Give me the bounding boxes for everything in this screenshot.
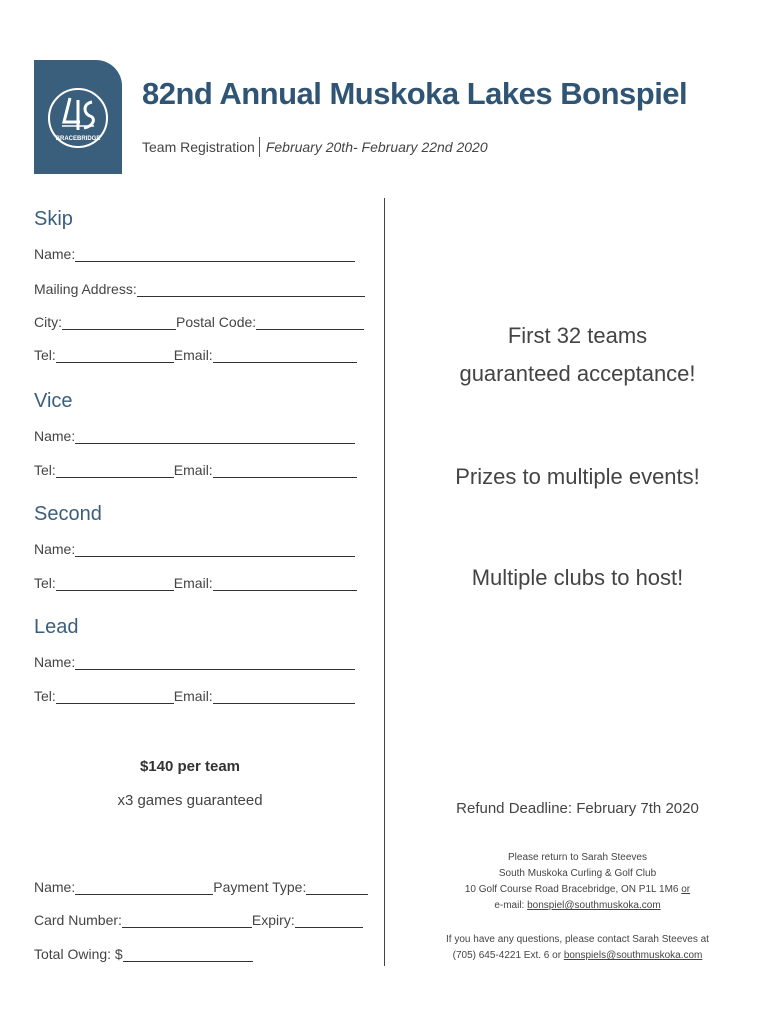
field-label: Name: (34, 246, 76, 262)
field-label: Name: (34, 654, 76, 670)
logo-lettering: BRACEBRIDGE (55, 136, 101, 142)
field-label: Email: (173, 688, 213, 704)
section-skip: Skip (34, 208, 73, 230)
subtitle-separator (259, 137, 260, 157)
payment-name-field[interactable] (34, 879, 368, 897)
skip-name-field[interactable] (34, 246, 355, 264)
skip-tel-line[interactable] (56, 348, 174, 363)
second-name-field[interactable] (34, 541, 355, 559)
phone-line: (705) 645-4221 Ext. 6 or bonspiels@southmuskoka.com (452, 950, 703, 961)
section-lead: Lead (34, 616, 79, 638)
field-label: Expiry: (251, 912, 295, 928)
club-address: 10 Golf Course Road Bracebridge, ON P1L 1M6 or (464, 884, 691, 895)
return-to: Please return to Sarah Steeves (508, 852, 647, 863)
field-label: Email: (173, 347, 213, 363)
second-email-line[interactable] (213, 576, 357, 591)
questions-contact (420, 932, 735, 964)
lead-contact-field[interactable] (34, 688, 355, 706)
field-label: Payment Type: (213, 879, 307, 895)
skip-contact-field[interactable] (34, 347, 357, 365)
highlight-prizes: Prizes to multiple events! (455, 464, 700, 489)
total-owing-field[interactable] (34, 946, 253, 964)
return-email: e-mail: bonspiel@southmuskoka.com (494, 900, 661, 911)
logo-emblem-icon (34, 60, 122, 174)
skip-city-field[interactable] (34, 314, 364, 332)
field-label: Tel: (34, 462, 56, 478)
total-owing-line[interactable] (123, 947, 253, 962)
field-label: Mailing Address: (34, 281, 137, 297)
field-label: Tel: (34, 688, 56, 704)
skip-name-line[interactable] (75, 247, 355, 262)
section-vice: Vice (34, 390, 73, 412)
vice-contact-field[interactable] (34, 462, 357, 480)
club-logo (34, 60, 122, 174)
field-label: Card Number: (34, 912, 122, 928)
second-tel-line[interactable] (56, 576, 174, 591)
event-dates: February 20th- February 22nd 2020 (265, 139, 488, 155)
second-name-line[interactable] (75, 542, 355, 557)
lead-name-line[interactable] (75, 655, 355, 670)
highlight-clubs: Multiple clubs to host! (471, 565, 684, 590)
price: $140 per team (139, 758, 241, 775)
refund-deadline: Refund Deadline: February 7th 2020 (456, 800, 699, 817)
column-divider (384, 198, 385, 966)
field-label: Email: (173, 462, 213, 478)
vice-name-field[interactable] (34, 428, 355, 446)
email-link-2[interactable]: bonspiels@southmuskoka.com (563, 950, 703, 961)
section-second: Second (34, 503, 102, 525)
club-name: South Muskoka Curling & Golf Club (498, 868, 657, 879)
skip-address-field[interactable] (34, 281, 365, 299)
field-label: City: (34, 314, 62, 330)
field-label: Tel: (34, 347, 56, 363)
field-label: Tel: (34, 575, 56, 591)
field-label: Name: (34, 428, 76, 444)
games-guaranteed: x3 games guaranteed (117, 792, 263, 809)
lead-name-field[interactable] (34, 654, 355, 672)
skip-email-line[interactable] (213, 348, 357, 363)
subtitle (142, 137, 488, 157)
vice-name-line[interactable] (75, 429, 355, 444)
lead-tel-line[interactable] (56, 689, 174, 704)
questions-text: If you have any questions, please contact Sarah Steeves at (446, 934, 709, 945)
field-label: Postal Code: (176, 314, 257, 330)
page-title: 82nd Annual Muskoka Lakes Bonspiel (142, 76, 688, 111)
vice-email-line[interactable] (213, 463, 357, 478)
field-label: Email: (173, 575, 213, 591)
payment-type-line[interactable] (306, 880, 368, 895)
field-label: Name: (34, 541, 76, 557)
subtitle-label: Team Registration (142, 139, 255, 155)
vice-tel-line[interactable] (56, 463, 174, 478)
card-number-line[interactable] (122, 913, 252, 928)
skip-city-line[interactable] (62, 315, 176, 330)
highlight-acceptance: guaranteed acceptance! (459, 361, 696, 386)
skip-postal-line[interactable] (256, 315, 364, 330)
payment-name-line[interactable] (75, 880, 213, 895)
skip-address-line[interactable] (137, 282, 365, 297)
field-label: Total Owing: $ (34, 946, 123, 962)
field-label: Name: (34, 879, 76, 895)
return-instructions (420, 850, 735, 914)
email-link[interactable]: bonspiel@southmuskoka.com (527, 900, 661, 911)
expiry-line[interactable] (295, 913, 363, 928)
lead-email-line[interactable] (213, 689, 355, 704)
highlight-first-teams: First 32 teams (507, 323, 648, 348)
second-contact-field[interactable] (34, 575, 357, 593)
card-field[interactable] (34, 912, 363, 930)
